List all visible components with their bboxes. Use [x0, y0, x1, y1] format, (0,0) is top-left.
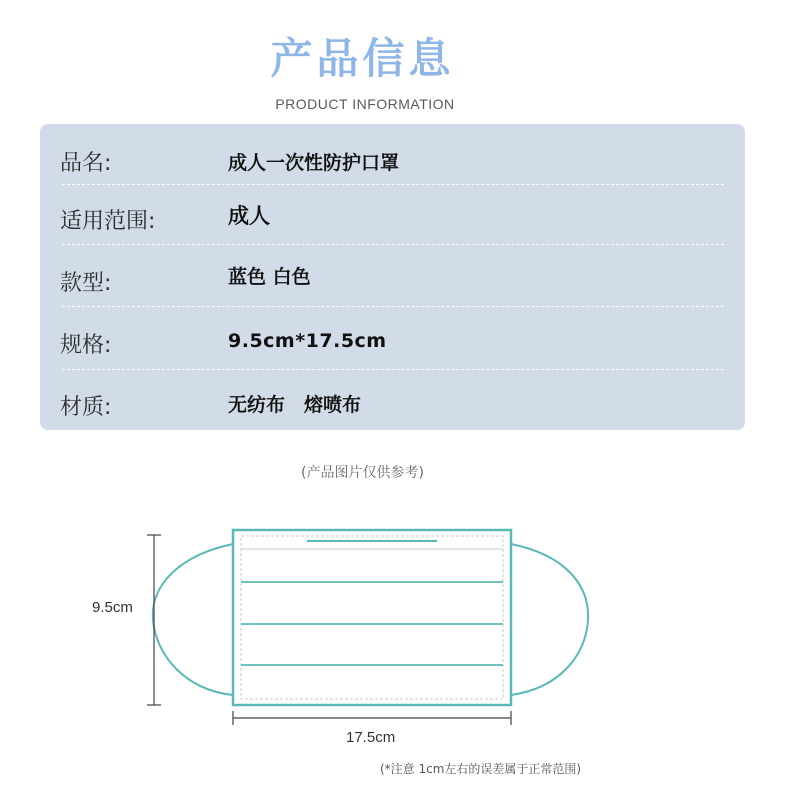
left-ear-loop [153, 544, 233, 695]
width-label: 17.5cm [346, 729, 396, 746]
info-value-name: 成人一次性防护口罩 [228, 152, 400, 174]
tolerance-note: (*注意 1cm左右的误差属于正常范围) [380, 762, 582, 776]
info-value-scope: 成人 [228, 204, 270, 228]
mask-body [233, 530, 511, 705]
info-label-style: 款型: [60, 271, 112, 296]
info-value-material: 无纺布 熔喷布 [228, 394, 362, 416]
info-label-scope: 适用范围: [60, 209, 156, 234]
image-caption: (产品图片仅供参考) [301, 465, 424, 481]
right-ear-loop [511, 544, 588, 695]
info-value-style: 蓝色 白色 [228, 266, 311, 288]
height-label: 9.5cm [92, 599, 133, 616]
info-label-material: 材质: [60, 395, 112, 420]
page-title: 产品信息 [270, 34, 455, 83]
info-label-name: 品名: [60, 151, 112, 176]
page-subtitle: PRODUCT INFORMATION [275, 96, 455, 112]
info-label-spec: 规格: [60, 333, 112, 358]
info-value-spec: 9.5cm*17.5cm [228, 330, 387, 352]
